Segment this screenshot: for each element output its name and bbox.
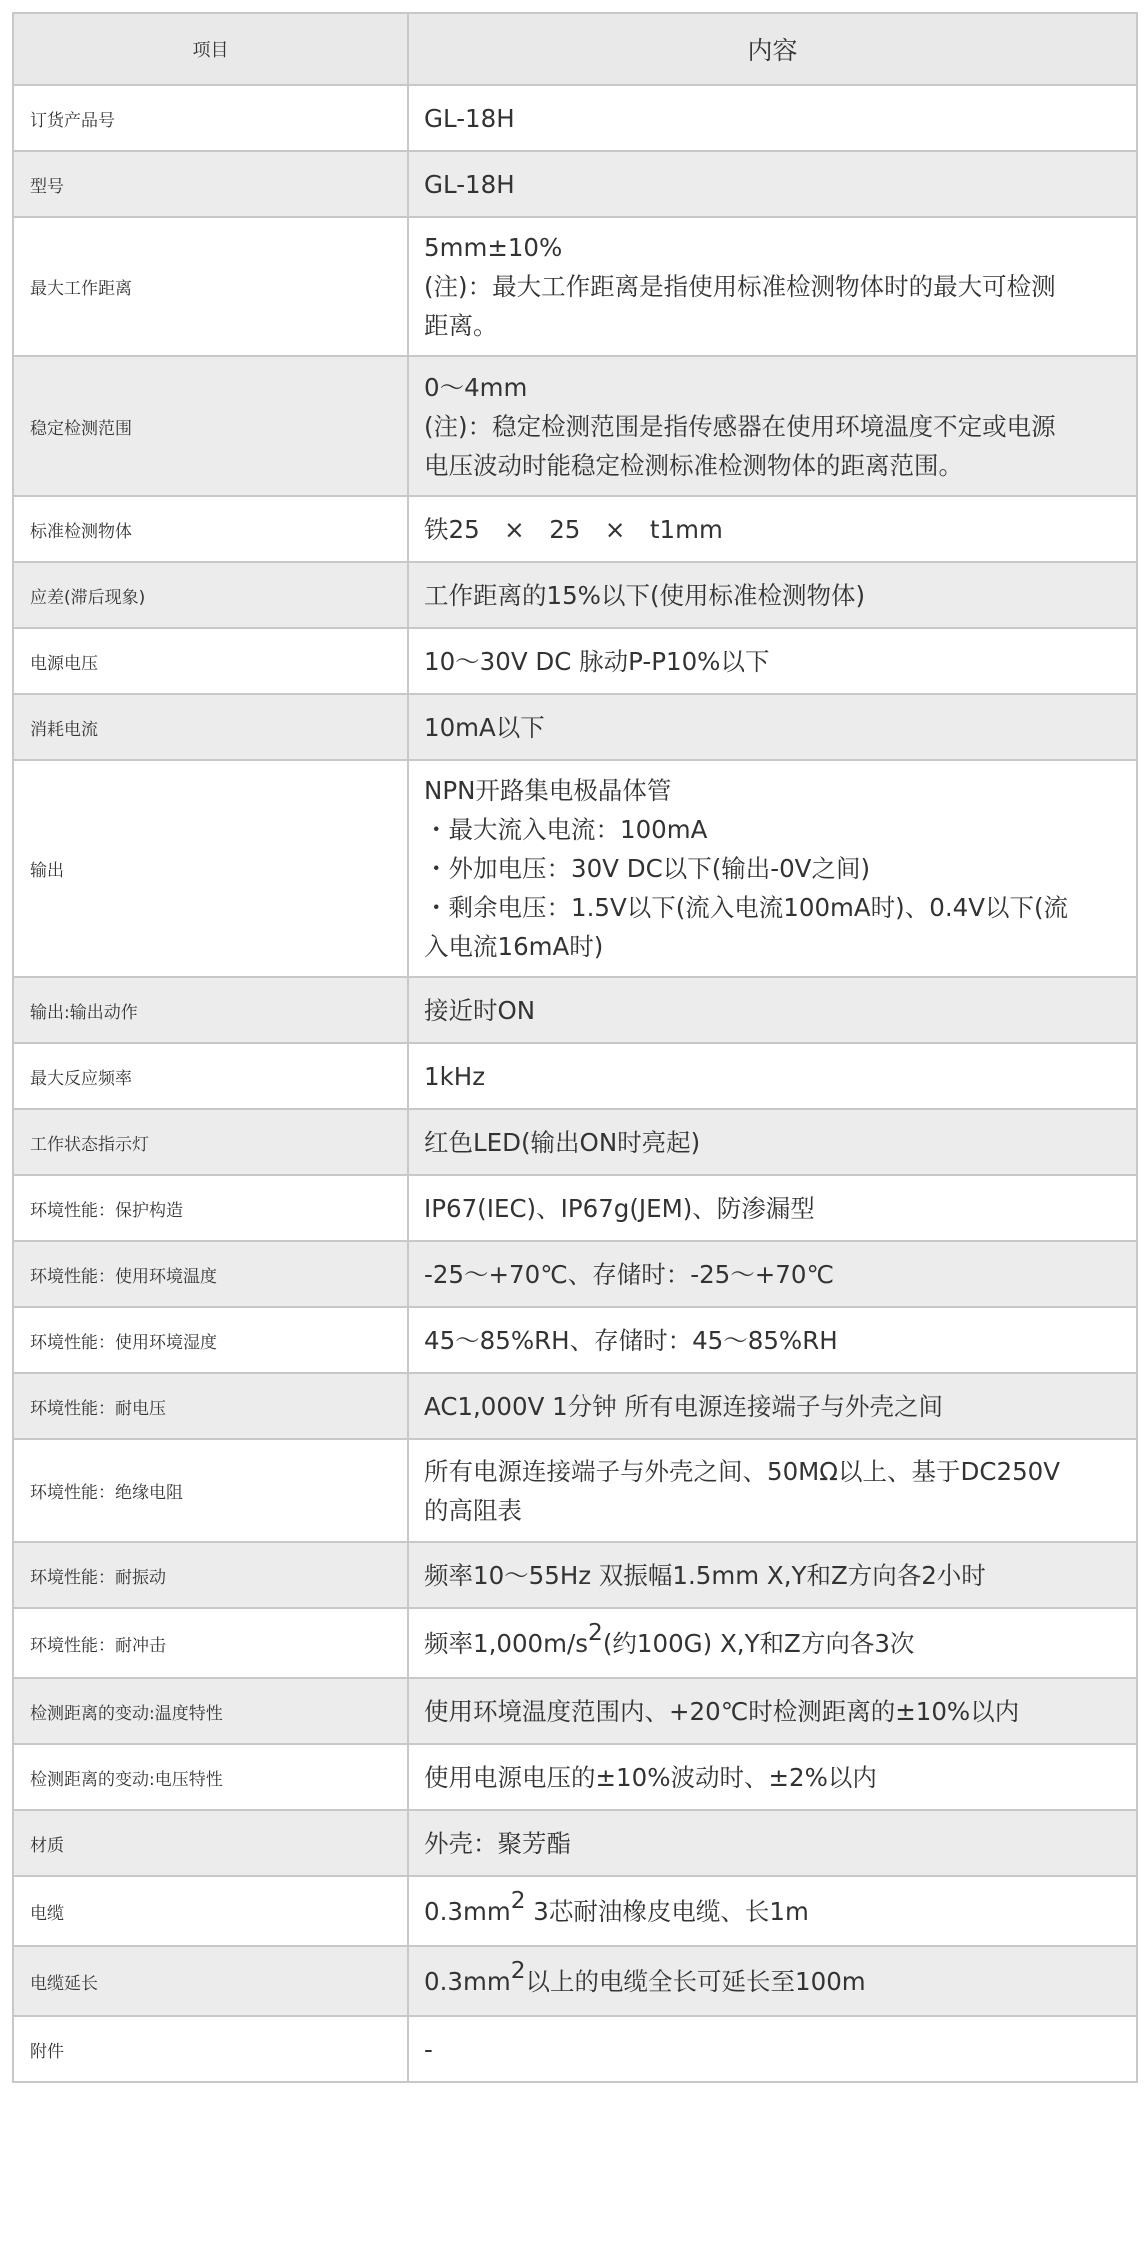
row-value: [408, 1439, 1137, 1542]
value-line: (注)：最大工作距离是指使用标准检测物体时的最大可检测: [424, 272, 1056, 301]
row-value: [408, 694, 1137, 760]
table-row: [13, 85, 1137, 151]
row-value: [408, 1608, 1137, 1678]
row-value: [408, 1307, 1137, 1373]
table-row: [13, 496, 1137, 562]
row-label: 标准检测物体: [13, 496, 408, 562]
row-value: [408, 85, 1137, 151]
value-line: 工作距离的15%以下(使用标准检测物体): [424, 580, 866, 610]
table-row: [13, 1241, 1137, 1307]
table-row: [13, 1608, 1137, 1678]
value-line: ・最大流入电流：100mA: [424, 815, 708, 844]
table-row: [13, 1744, 1137, 1810]
table-row: [13, 977, 1137, 1043]
value-line: 入电流16mA时): [424, 932, 604, 961]
row-label: 检测距离的变动:温度特性: [13, 1678, 408, 1744]
value-line: 1kHz: [424, 1061, 486, 1091]
row-label: 环境性能：耐振动: [13, 1542, 408, 1608]
value-line: 45～85%RH、存储时：45～85%RH: [424, 1325, 838, 1355]
row-label: 环境性能：保护构造: [13, 1175, 408, 1241]
table-row: [13, 760, 1137, 977]
table-row: [13, 1109, 1137, 1175]
row-value: [408, 217, 1137, 356]
value-line: -25～+70℃、存储时：-25～+70℃: [424, 1259, 834, 1289]
row-label: 电缆: [13, 1876, 408, 1946]
row-value: [408, 628, 1137, 694]
row-label: 稳定检测范围: [13, 356, 408, 496]
value-line: 的高阻表: [424, 1495, 522, 1525]
value-line: 电压波动时能稳定检测标准检测物体的距离范围。: [424, 450, 963, 480]
value-text: 频率1,000m/s: [424, 1628, 589, 1658]
value-line: GL-18H: [424, 103, 515, 133]
value-line: 所有电源连接端子与外壳之间、50MΩ以上、基于DC250V: [424, 1456, 1061, 1486]
superscript: 2: [588, 1619, 603, 1647]
row-value: [408, 562, 1137, 628]
row-value: [408, 1043, 1137, 1109]
header-item: 项目: [13, 13, 408, 85]
spec-table-body: [13, 85, 1137, 2082]
value-line: GL-18H: [424, 169, 515, 199]
row-value: [408, 2016, 1137, 2082]
row-label: 材质: [13, 1810, 408, 1876]
value-text: 以上的电缆全长可延长至100m: [525, 1966, 866, 1996]
value-line: 10mA以下: [424, 712, 545, 742]
row-label: 应差(滞后现象): [13, 562, 408, 628]
row-label: 最大工作距离: [13, 217, 408, 356]
table-header-row: [13, 13, 1137, 85]
value-line: 距离。: [424, 311, 498, 340]
value-line: ・外加电压：30V DC以下(输出-0V之间): [424, 854, 870, 883]
row-value: [408, 1542, 1137, 1608]
value-line: 频率10～55Hz 双振幅1.5mm X,Y和Z方向各2小时: [424, 1560, 986, 1590]
value-line: (注)：稳定检测范围是指传感器在使用环境温度不定或电源: [424, 411, 1056, 441]
row-value: [408, 1175, 1137, 1241]
row-value: [408, 1241, 1137, 1307]
value-line: -: [424, 2034, 433, 2064]
row-value: [408, 1109, 1137, 1175]
row-label: 电源电压: [13, 628, 408, 694]
value-line: 外壳：聚芳酯: [424, 1828, 571, 1858]
row-value: [408, 1744, 1137, 1810]
row-label: 环境性能：耐电压: [13, 1373, 408, 1439]
value-line: 铁25 × 25 × t1mm: [424, 514, 723, 544]
value-line: ・剩余电压：1.5V以下(流入电流100mA时)、0.4V以下(流: [424, 893, 1069, 922]
table-row: [13, 628, 1137, 694]
table-row: [13, 1373, 1137, 1439]
table-row: [13, 1439, 1137, 1542]
row-label: 环境性能：绝缘电阻: [13, 1439, 408, 1542]
value-line: 使用电源电压的±10%波动时、±2%以内: [424, 1762, 877, 1792]
row-label: 消耗电流: [13, 694, 408, 760]
row-value: [408, 151, 1137, 217]
value-line: 10～30V DC 脉动P-P10%以下: [424, 646, 770, 676]
row-label: 工作状态指示灯: [13, 1109, 408, 1175]
header-content: 内容: [408, 13, 1137, 85]
row-value: [408, 496, 1137, 562]
table-row: [13, 1175, 1137, 1241]
value-line: 使用环境温度范围内、+20℃时检测距离的±10%以内: [424, 1696, 1020, 1726]
row-value: [408, 977, 1137, 1043]
row-value: [408, 1810, 1137, 1876]
value-line: 5mm±10%: [424, 233, 563, 262]
row-label: 环境性能：使用环境湿度: [13, 1307, 408, 1373]
table-row: [13, 151, 1137, 217]
row-label: 电缆延长: [13, 1946, 408, 2016]
row-label: 附件: [13, 2016, 408, 2082]
table-row: [13, 2016, 1137, 2082]
value-line: 接近时ON: [424, 995, 536, 1025]
row-label: 最大反应频率: [13, 1043, 408, 1109]
value-text: 0.3mm: [424, 1966, 511, 1996]
value-line: AC1,000V 1分钟 所有电源连接端子与外壳之间: [424, 1391, 943, 1421]
row-label: 环境性能：耐冲击: [13, 1608, 408, 1678]
table-row: [13, 356, 1137, 496]
value-line: 0～4mm: [424, 372, 528, 402]
value-text: (约100G) X,Y和Z方向各3次: [602, 1628, 915, 1658]
table-row: [13, 694, 1137, 760]
row-label: 型号: [13, 151, 408, 217]
row-label: 检测距离的变动:电压特性: [13, 1744, 408, 1810]
value-line: NPN开路集电极晶体管: [424, 776, 672, 805]
value-text: 3芯耐油橡皮电缆、长1m: [525, 1896, 809, 1926]
row-label: 环境性能：使用环境温度: [13, 1241, 408, 1307]
value-line: IP67(IEC)、IP67g(JEM)、防渗漏型: [424, 1193, 815, 1223]
row-value: [408, 760, 1137, 977]
superscript: 2: [510, 1887, 526, 1915]
superscript: 2: [510, 1957, 526, 1985]
row-value: [408, 1876, 1137, 1946]
table-row: [13, 1876, 1137, 1946]
row-label: 输出: [13, 760, 408, 977]
table-row: [13, 562, 1137, 628]
row-value: [408, 1678, 1137, 1744]
row-value: [408, 1373, 1137, 1439]
table-row: [13, 217, 1137, 356]
table-row: [13, 1043, 1137, 1109]
table-row: [13, 1946, 1137, 2016]
row-label: 订货产品号: [13, 85, 408, 151]
table-row: [13, 1307, 1137, 1373]
spec-table-container: [12, 12, 1136, 2083]
spec-table: [12, 12, 1138, 2083]
value-text: 0.3mm: [424, 1896, 511, 1926]
row-label: 输出:输出动作: [13, 977, 408, 1043]
table-row: [13, 1678, 1137, 1744]
table-row: [13, 1810, 1137, 1876]
value-line: 红色LED(输出ON时亮起): [424, 1127, 701, 1157]
row-value: [408, 1946, 1137, 2016]
table-row: [13, 1542, 1137, 1608]
row-value: [408, 356, 1137, 496]
